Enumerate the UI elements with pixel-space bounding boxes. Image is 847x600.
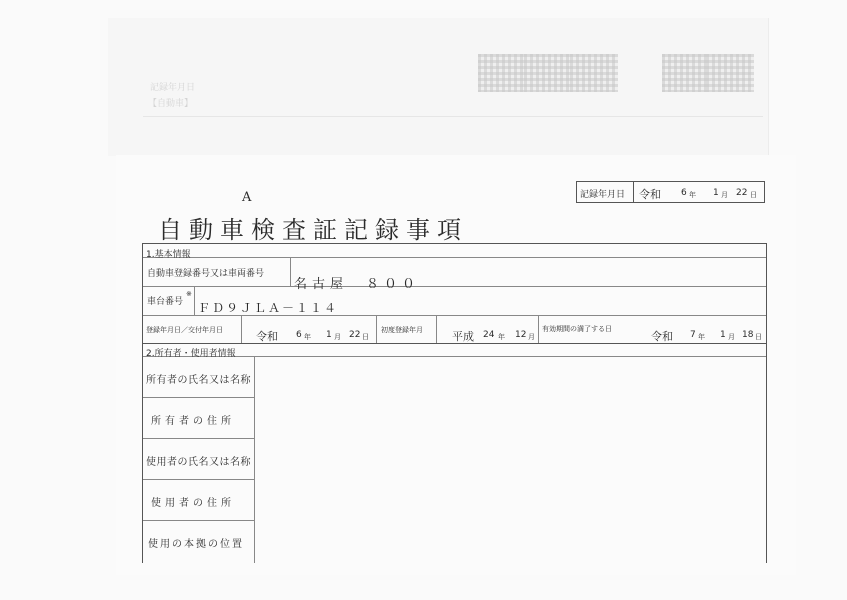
record-date-box bbox=[576, 181, 765, 203]
table-left-line bbox=[142, 243, 143, 563]
record-date-label: 記録年月日 bbox=[580, 190, 626, 200]
owner-name-row-line bbox=[142, 397, 254, 398]
expiry-era: 令和 bbox=[651, 330, 673, 343]
chassis-label: 車台番号 bbox=[147, 297, 184, 307]
record-date-month: 1 bbox=[713, 188, 719, 198]
record-date-divider bbox=[633, 182, 634, 202]
expiry-label: 有効期間の満了する日 bbox=[542, 325, 612, 333]
record-date-day: 22 bbox=[736, 188, 748, 198]
first-reg-year: 24 bbox=[483, 330, 495, 340]
expiry-year-unit: 年 bbox=[698, 333, 705, 341]
expiry-divider bbox=[538, 315, 539, 343]
record-date-year-unit: 年 bbox=[689, 191, 696, 199]
chassis-divider bbox=[194, 286, 195, 315]
expiry-month: 1 bbox=[720, 330, 726, 340]
reg-number-row-line bbox=[142, 286, 767, 287]
expiry-day-unit: 日 bbox=[755, 333, 762, 341]
user-name-label: 使用者の氏名又は名称 bbox=[146, 457, 251, 468]
expiry-day: 18 bbox=[742, 330, 754, 340]
document-title: 自動車検査証記録事項 bbox=[158, 216, 468, 244]
first-reg-month: 12 bbox=[515, 330, 527, 340]
first-reg-year-unit: 年 bbox=[498, 333, 505, 341]
reg-date-month: 1 bbox=[326, 330, 332, 340]
chassis-value: ＦＤ９ＪＬＡ－１１４ bbox=[198, 301, 339, 315]
form-letter: A bbox=[242, 190, 252, 205]
record-date-month-unit: 月 bbox=[721, 191, 728, 199]
chassis-mark: ※ bbox=[186, 290, 192, 298]
base-location-label: 使用の本拠の位置 bbox=[148, 539, 244, 550]
expiry-year: 7 bbox=[690, 330, 696, 340]
faint-divider bbox=[143, 116, 763, 117]
first-reg-right-divider bbox=[436, 315, 437, 343]
first-reg-month-unit: 月 bbox=[528, 333, 535, 341]
reg-date-day: 22 bbox=[349, 330, 361, 340]
reg-date-year: 6 bbox=[296, 330, 302, 340]
reg-date-year-unit: 年 bbox=[304, 333, 311, 341]
owner-address-label: 所有者の住所 bbox=[151, 416, 235, 427]
first-reg-era: 平成 bbox=[452, 330, 474, 343]
reg-date-day-unit: 日 bbox=[362, 333, 369, 341]
reg-date-month-unit: 月 bbox=[334, 333, 341, 341]
user-address-label: 使用者の住所 bbox=[151, 498, 235, 509]
qr-code-2 bbox=[524, 54, 572, 92]
user-name-row-line bbox=[142, 479, 254, 480]
section2-label-divider bbox=[254, 356, 255, 563]
record-date-day-unit: 日 bbox=[750, 191, 757, 199]
record-date-year: 6 bbox=[681, 188, 687, 198]
reg-date-label: 登録年月日／交付年月日 bbox=[146, 326, 223, 334]
section2-heading: 2.所有者・使用者情報 bbox=[146, 349, 236, 359]
reg-date-divider bbox=[241, 315, 242, 343]
faint-record-date-label: 記録年月日 bbox=[150, 83, 196, 93]
table-top-line bbox=[142, 243, 767, 244]
owner-address-row-line bbox=[142, 438, 254, 439]
first-reg-left-divider bbox=[376, 315, 377, 343]
reg-number-value: 名古屋 ８００ bbox=[294, 277, 421, 292]
qr-code-5 bbox=[706, 54, 754, 92]
user-address-row-line bbox=[142, 520, 254, 521]
table-right-line bbox=[766, 243, 767, 563]
reg-number-label: 自動車登録番号又は車両番号 bbox=[147, 269, 265, 279]
qr-code-4 bbox=[662, 54, 710, 92]
expiry-month-unit: 月 bbox=[728, 333, 735, 341]
reg-number-divider bbox=[290, 257, 291, 286]
qr-code-1 bbox=[478, 54, 526, 92]
faint-bracket-label: 【自動車】 bbox=[148, 99, 194, 109]
owner-name-label: 所有者の氏名又は名称 bbox=[146, 375, 251, 386]
reg-date-era: 令和 bbox=[256, 330, 278, 343]
section1-heading: 1.基本情報 bbox=[146, 250, 191, 260]
section1-heading-line bbox=[142, 257, 767, 258]
first-reg-label: 初度登録年月 bbox=[381, 326, 423, 334]
qr-code-3 bbox=[570, 54, 618, 92]
record-date-era: 令和 bbox=[639, 188, 661, 201]
